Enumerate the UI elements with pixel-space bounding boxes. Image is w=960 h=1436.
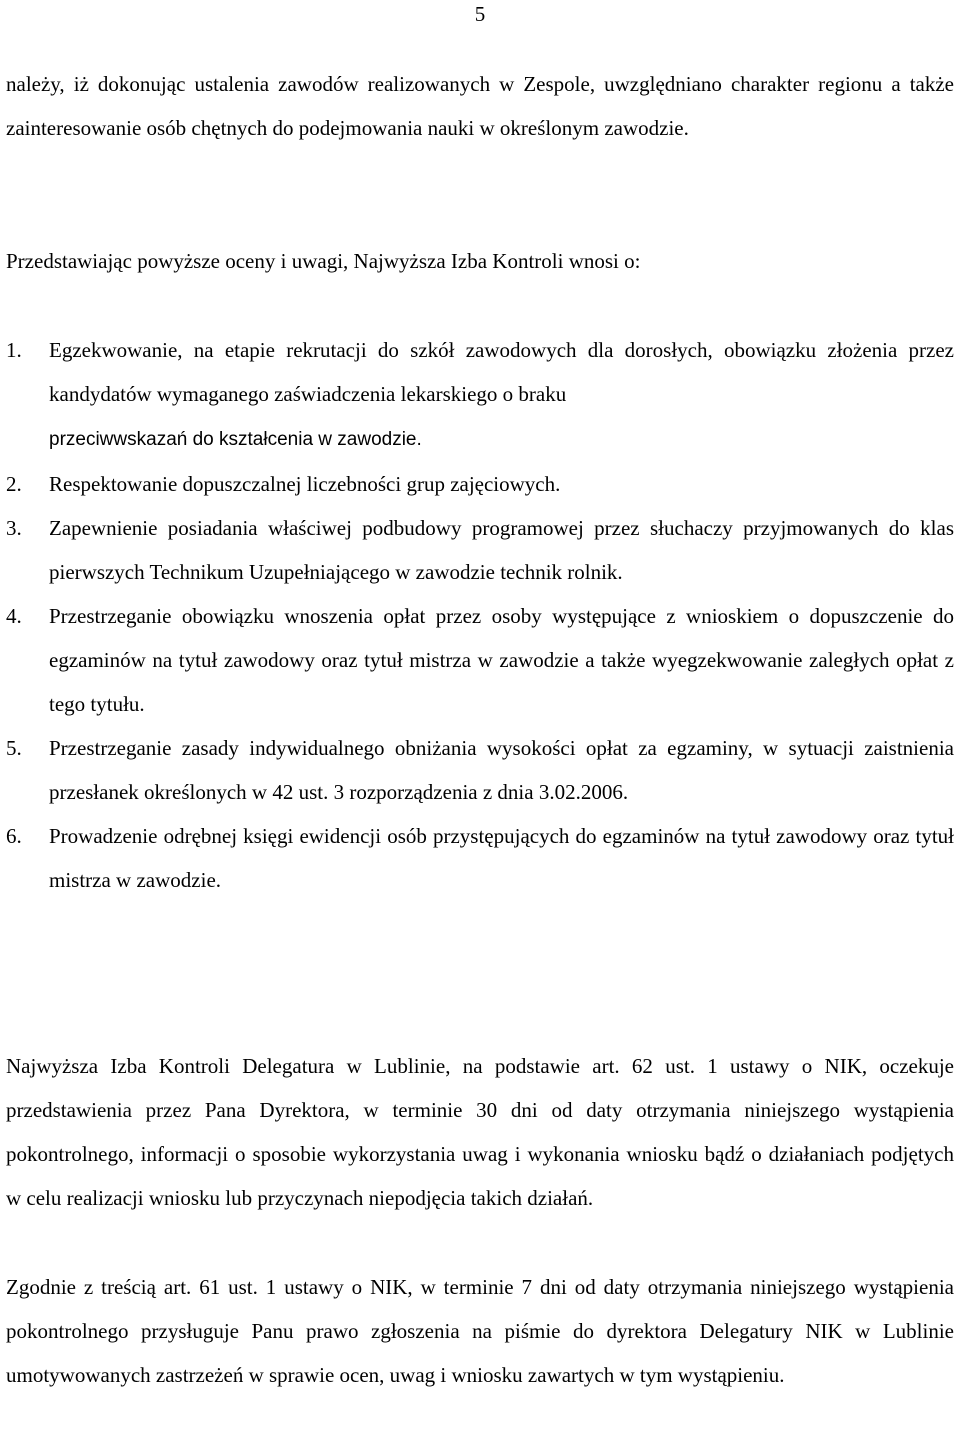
item-text: Zapewnienie posiadania właściwej podbudowy programowej przez słuchaczy przyjmowanych do klas pierwszych Technikum Uzupełniającego w zawodzie technik rolnik. [49,516,954,584]
item-text: Przestrzeganie obowiązku wnoszenia opłat przez osoby występujące z wnioskiem o dopuszczenie do egzaminów na tytuł zawodowy oraz tytuł mistrza w zawodzie a także wyegzekwowanie zaległych opłat z tego tytułu. [49,604,954,716]
list-item [6,328,954,462]
list-item [6,506,954,594]
closing-paragraph-1: Najwyższa Izba Kontroli Delegatura w Lublinie, na podstawie art. 62 ust. 1 ustawy o NIK, oczekuje przedstawienia przez Pana Dyrektora, w terminie 30 dni od daty otrzymania niniejszego wystąpienia pokontrolnego, informacji o sposobie wykorzystania uwag i wykonania wniosku bądź o działaniach podjętych w celu realizacji wniosku lub przyczynach niepodjęcia takich działań. [6,1054,954,1210]
page-number: 5 [474,2,486,26]
list-item [6,594,954,726]
list-item [6,462,954,506]
lead-in-paragraph: Przedstawiając powyższe oceny i uwagi, Najwyższa Izba Kontroli wnosi o: [6,249,641,273]
item-number: 1. [6,338,22,362]
item-number: 3. [6,516,22,540]
item-number: 4. [6,604,22,628]
intro-paragraph: należy, iż dokonując ustalenia zawodów realizowanych w Zespole, uwzględniano charakter regionu a także zainteresowanie osób chętnych do podejmowania nauki w określonym zawodzie. [6,72,954,140]
item-text-sans: przeciwwskazań do kształcenia w zawodzie. [49,429,422,450]
item-text-main: Egzekwowanie, na etapie rekrutacji do szkół zawodowych dla dorosłych, obowiązku złożenia przez kandydatów wymaganego zaświadczenia lekarskiego o braku [49,338,954,406]
requests-list [6,328,954,902]
item-text [49,328,954,462]
item-number: 5. [6,736,22,760]
list-item [6,814,954,902]
item-number: 6. [6,824,22,848]
item-text: Prowadzenie odrębnej księgi ewidencji osób przystępujących do egzaminów na tytuł zawodowy oraz tytuł mistrza w zawodzie. [49,824,954,892]
item-text: Przestrzeganie zasady indywidualnego obniżania wysokości opłat za egzaminy, w sytuacji zaistnienia przesłanek określonych w 42 ust. 3 rozporządzenia z dnia 3.02.2006. [49,736,954,804]
closing-paragraph-2: Zgodnie z treścią art. 61 ust. 1 ustawy o NIK, w terminie 7 dni od daty otrzymania niniejszego wystąpienia pokontrolnego przysługuje Panu prawo zgłoszenia na piśmie do dyrektora Delegatury NIK w Lublinie umotywowanych zastrzeżeń w sprawie ocen, uwag i wniosku zawartych w tym wystąpieniu. [6,1275,954,1387]
item-number: 2. [6,472,22,496]
item-text: Respektowanie dopuszczalnej liczebności grup zajęciowych. [49,472,561,496]
list-item [6,726,954,814]
